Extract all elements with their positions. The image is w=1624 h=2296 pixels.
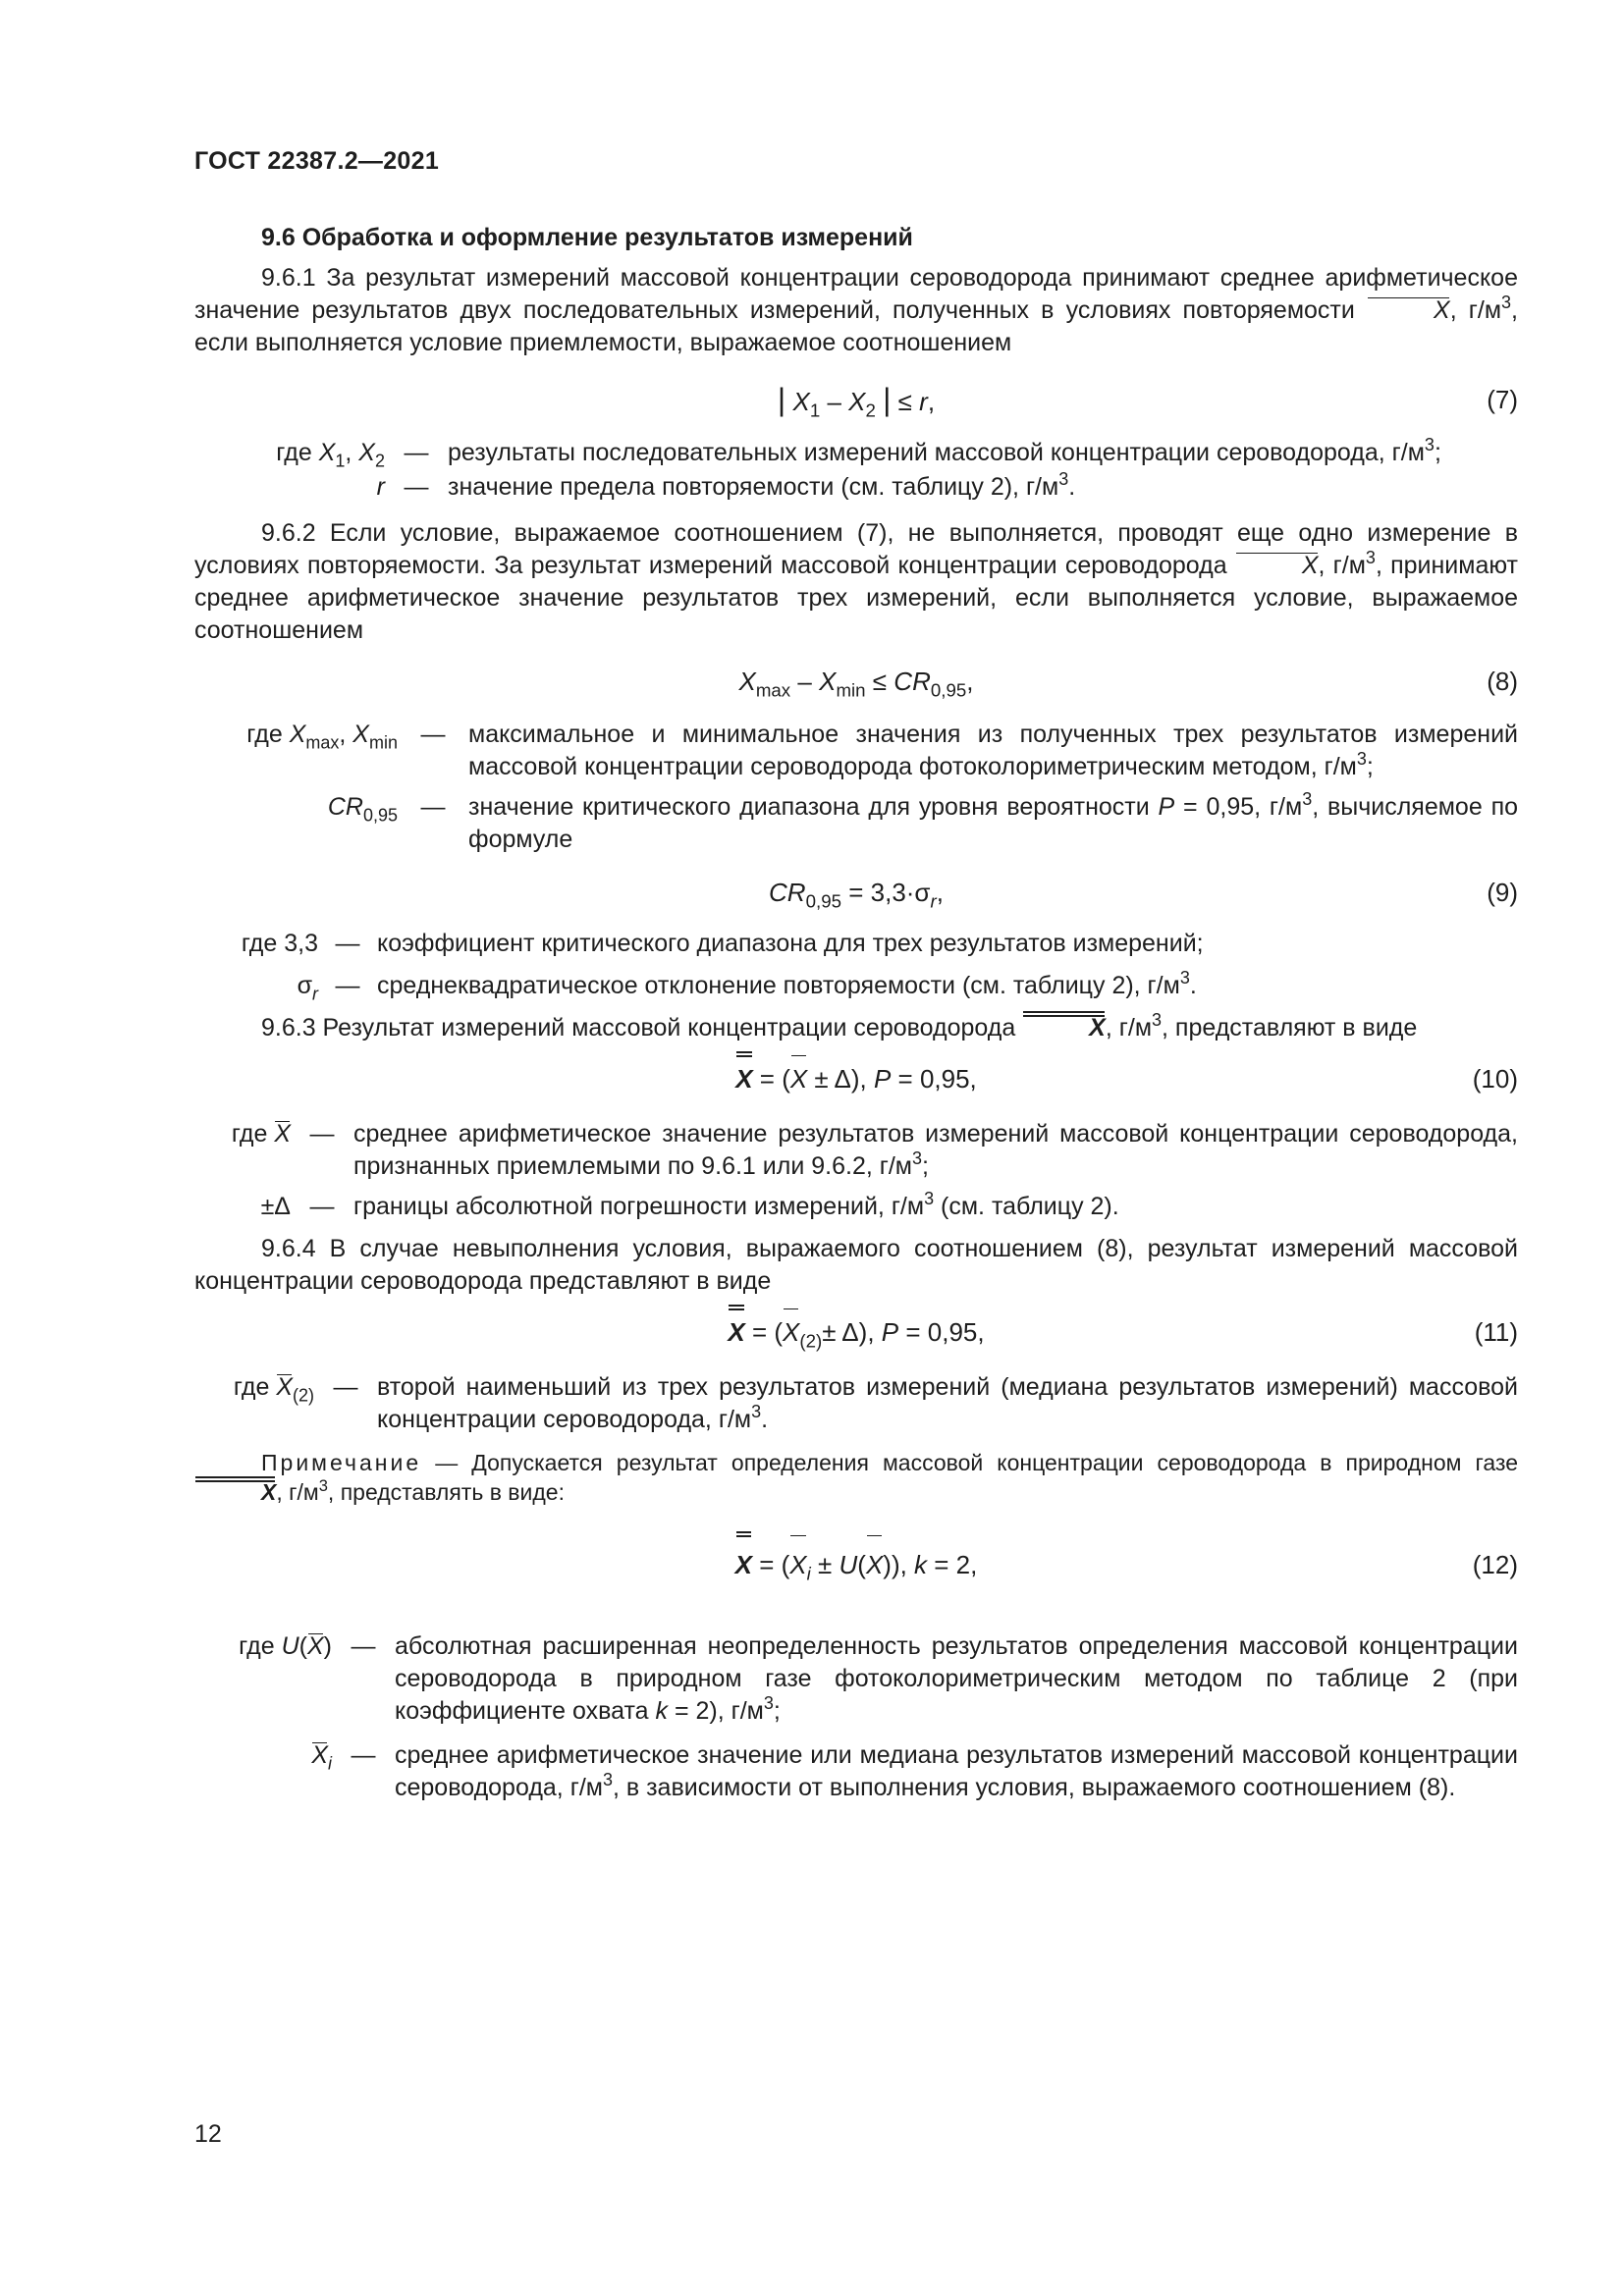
formula-11 xyxy=(194,1306,1518,1360)
definition-text: результаты последовательных измерений массовой концентрации сероводорода, $г/м^3$; xyxy=(448,435,1441,466)
note-label: Примечание xyxy=(261,1450,422,1475)
definition-text: среднеквадратическое отклонение повторяемости (см. таблицу 2), $г/м^3$. xyxy=(377,968,1197,999)
paragraph-9-6-1: 9.6.1 За результат измерений массовой концентрации сероводорода принимают среднее арифметическое значение результатов двух последовательных измерений, полученных в условиях повторяемости X, $г/м^3$, если выполняется условие приемлемости, выражаемое соотношением xyxy=(194,264,1518,356)
formula-7-expression: | $X_1 - X_2$ | ≤ r, xyxy=(777,382,936,421)
paragraph-9-6-3: 9.6.3 Результат измерений массовой концентрации сероводорода X, $г/м^3$, представляют в виде xyxy=(194,1012,1518,1044)
formula-8-expression: $X_{max} - X_{min} \le CR_{0,95}$, xyxy=(738,667,974,701)
definition-text: среднее арифметическое значение результатов измерений массовой концентрации сероводорода, признанных приемлемыми по 9.6.1 или 9.6.2, $г/м^3$; xyxy=(353,1120,1518,1180)
document-body xyxy=(194,222,1518,1814)
formula-12 xyxy=(194,1532,1518,1597)
definitions-10: где X — среднее арифметическое значение результатов измерений массовой концентрации сероводорода, признанных приемлемыми по 9.6.1 или 9.6.2, $г/м^3$; ±Δ — границы абсолютной погрешности измерений, $г/м^3$ (см. таблицу 2). xyxy=(208,1118,1518,1223)
page-number: 12 xyxy=(194,2120,222,2148)
definition-term: где $X_{(2)}$ xyxy=(233,1373,314,1406)
definitions-12: где U(X) — абсолютная расширенная неопределенность результатов определения массовой концентрации сероводорода в природном газе фотоколориметрическим методом по таблице 2 (при коэффициенте охвата k = 2), $г/м^3$; $X_i$ — среднее арифметическое значение или медиана результатов измерений массовой концентрации сероводорода, $г/м^3$, в зависимости от выполнения условия, выражаемого соотношением (8). xyxy=(206,1630,1518,1804)
definitions-11: где $X_{(2)}$ — второй наименьший из трех результатов измерений (медиана результатов измерений) массовой концентрации сероводорода, $г/м^3$. xyxy=(206,1371,1518,1436)
result-symbol: X xyxy=(1022,1012,1106,1044)
mean-symbol: X xyxy=(1367,294,1450,327)
definition-term: где $X_1$, $X_2$ xyxy=(276,439,385,471)
definition-text: второй наименьший из трех результатов измерений (медиана результатов измерений) массовой концентрации сероводорода, $г/м^3$. xyxy=(377,1373,1518,1433)
definition-term: где 3,3 xyxy=(241,930,318,957)
definition-text: максимальное и минимальное значения из полученных трех результатов измерений массовой концентрации сероводорода фотоколориметрическим методом, $г/м^3$; xyxy=(468,721,1518,780)
definition-text: коэффициент критического диапазона для трех результатов измерений; xyxy=(377,930,1204,957)
formula-number: (10) xyxy=(1472,1064,1518,1094)
definition-term: r xyxy=(376,473,385,501)
formula-9 xyxy=(194,866,1518,920)
formula-number: (11) xyxy=(1474,1317,1518,1347)
definition-text: абсолютная расширенная неопределенность результатов определения массовой концентрации сероводорода в природном газе фотоколориметрическим методом по таблице 2 (при коэффициенте охвата k = 2), $г/м^3$; xyxy=(395,1632,1518,1725)
paragraph-9-6-2: 9.6.2 Если условие, выражаемое соотношением (7), не выполняется, проводят еще одно измерение в условиях повторяемости. За результат измерений массовой концентрации сероводорода X, $г/м^3$, принимают среднее арифметическое значение результатов трех измерений, если выполняется условие, выражаемое соотношением xyxy=(194,519,1518,644)
definition-text: значение предела повторяемости (см. таблицу 2), $г/м^3$. xyxy=(448,469,1076,501)
definition-text: значение критического диапазона для уровня вероятности P = 0,95, $г/м^3$, вычисляемое по формуле xyxy=(468,789,1519,853)
definition-term: где $X_{max}$, $X_{min}$ xyxy=(246,721,398,753)
definitions-8: где $X_{max}$, $X_{min}$ — максимальное и минимальное значения из полученных трех результатов измерений массовой концентрации сероводорода фотоколориметрическим методом, $г/м^3$; $CR_{0,95}$ — значение критического диапазона для уровня вероятности P = 0,95, $г/м^3$, вычисляемое по формуле xyxy=(206,719,1518,856)
paragraph-9-6-4: 9.6.4 В случае невыполнения условия, выражаемого соотношением (8), результат измерений массовой концентрации сероводорода представляют в виде xyxy=(194,1235,1518,1295)
formula-number: (9) xyxy=(1487,878,1518,907)
definitions-9: где 3,3 — коэффициент критического диапазона для трех результатов измерений; $\sigma_r$ — среднеквадратическое отклонение повторяемости (см. таблицу 2), $г/м^3$. xyxy=(208,928,1518,1002)
definition-term: где X xyxy=(208,1118,291,1183)
formula-11-expression: $X = (X_{(2)}\pm \Delta)$, P = 0,95, xyxy=(194,1306,1518,1360)
definitions-7: где $X_1$, $X_2$ — результаты последовательных измерений массовой концентрации сероводорода, $г/м^3$; r — значение предела повторяемости (см. таблицу 2), $г/м^3$. xyxy=(206,437,1518,504)
formula-number: (7) xyxy=(1487,385,1518,414)
document-header: ГОСТ 22387.2—2021 xyxy=(194,147,440,175)
formula-10-expression: X = (X ± Δ), P = 0,95, xyxy=(194,1052,1518,1106)
formula-7 xyxy=(194,373,1518,427)
formula-9-expression: $CR_{0,95} = 3,3\cdot\sigma_r$, xyxy=(769,878,944,912)
definition-term: $CR_{0,95}$ xyxy=(327,793,398,826)
note: Примечание — Допускается результат определения массовой концентрации сероводорода в природном газе X, $г/м^3$, представлять в виде: xyxy=(194,1448,1518,1507)
definition-term: где U(X) xyxy=(206,1630,332,1728)
definition-term: $\sigma_r$ xyxy=(297,972,318,1004)
definition-text: границы абсолютной погрешности измерений, $г/м^3$ (см. таблицу 2). xyxy=(353,1189,1119,1220)
definition-term: $X_i$ xyxy=(311,1741,332,1774)
definition-term: ±Δ xyxy=(260,1193,291,1220)
formula-number: (8) xyxy=(1487,667,1518,696)
formula-12-expression: $X = (X_i \pm U(X))$, k = 2, xyxy=(194,1532,1518,1597)
formula-number: (12) xyxy=(1472,1550,1518,1579)
definition-text: среднее арифметическое значение или медиана результатов измерений массовой концентрации сероводорода, $г/м^3$, в зависимости от выполнения условия, выражаемого соотношением (8). xyxy=(395,1741,1518,1801)
mean-symbol: X xyxy=(1235,550,1319,582)
section-heading: 9.6 Обработка и оформление результатов измерений xyxy=(261,224,913,251)
formula-8 xyxy=(194,655,1518,709)
formula-10 xyxy=(194,1052,1518,1106)
